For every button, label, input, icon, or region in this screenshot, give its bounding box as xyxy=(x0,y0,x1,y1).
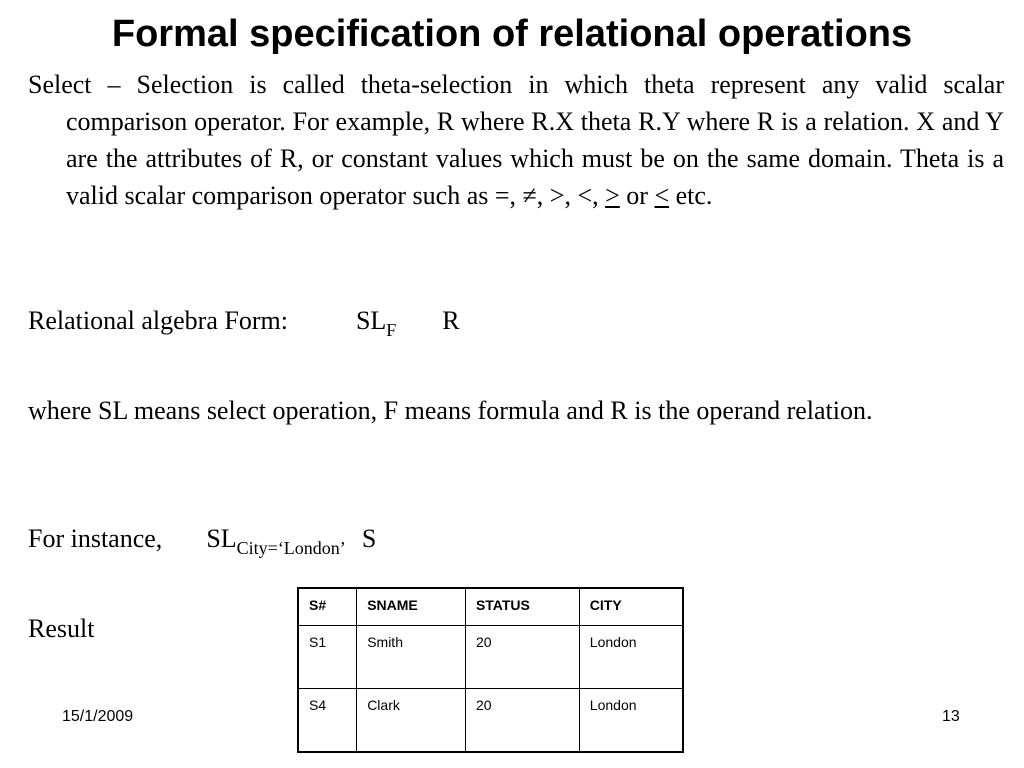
table-cell: 20 xyxy=(465,626,579,689)
algebra-form-relation: R xyxy=(442,306,460,335)
column-header-status: STATUS xyxy=(465,588,579,626)
or-word: or xyxy=(619,181,655,210)
page-number: 13 xyxy=(942,708,960,725)
instance-label: For instance, xyxy=(28,524,163,553)
table-cell: Clark xyxy=(357,689,466,753)
slide-title: Formal specification of relational operations xyxy=(111,13,913,55)
result-label: Result xyxy=(28,614,95,643)
instance-relation: S xyxy=(361,524,377,553)
column-header-city: CITY xyxy=(579,588,683,626)
instance-line xyxy=(28,520,376,557)
etc-text: etc. xyxy=(669,181,713,210)
algebra-form-label: Relational algebra Form: xyxy=(28,306,288,335)
instance-sl: SL xyxy=(206,524,237,553)
table-row xyxy=(298,626,683,689)
instance-subscript: City=‘London’ xyxy=(236,538,346,558)
table-cell: Smith xyxy=(357,626,466,689)
greater-equal-operator: > xyxy=(605,181,620,210)
algebra-form-subscript: F xyxy=(386,320,397,340)
table-cell: S4 xyxy=(298,689,357,753)
table-cell: London xyxy=(579,626,683,689)
algebra-form-line xyxy=(28,302,460,339)
algebra-form-sl: SL xyxy=(355,306,387,335)
column-header-snum: S# xyxy=(298,588,357,626)
result-table xyxy=(297,587,684,753)
table-cell: 20 xyxy=(465,689,579,753)
less-equal-operator: < xyxy=(654,181,670,210)
table-cell: S1 xyxy=(298,626,357,689)
footer-date: 15/1/2009 xyxy=(62,708,134,725)
table-cell: London xyxy=(579,689,683,753)
select-definition-paragraph xyxy=(28,66,1004,214)
table-header-row xyxy=(298,588,683,626)
select-definition-text: Select – Selection is called theta-selection in which theta represent any valid scalar comparison operator. For example, R where R.X theta R.Y where R is a relation. X and Y are the attributes of R, or constant values which must be on the same domain. Theta is a valid scalar comparison operator such as =, ≠, >, <, xyxy=(28,70,1004,210)
table-row xyxy=(298,689,683,753)
column-header-sname: SNAME xyxy=(357,588,466,626)
where-paragraph: where SL means select operation, F means formula and R is the operand relation. xyxy=(28,396,873,425)
